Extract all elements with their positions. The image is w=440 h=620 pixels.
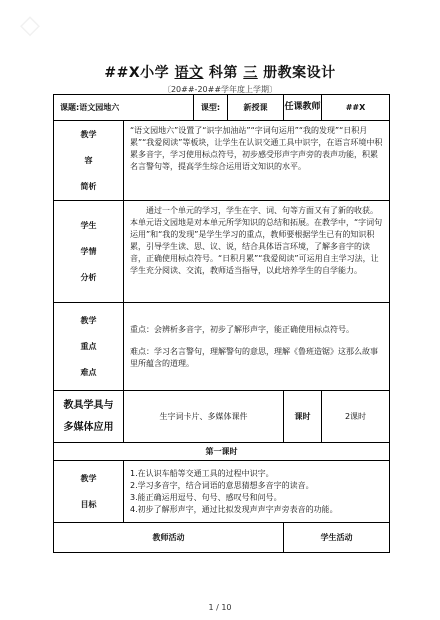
lesson-time-label: 课时 xyxy=(284,391,322,443)
tools-row xyxy=(54,391,390,443)
type-label: 课型: xyxy=(194,95,228,121)
watermark-1: ◇ xyxy=(20,10,40,40)
header-row xyxy=(54,95,390,121)
page-title: ##X小学 语文 科第 三 册教案设计 xyxy=(104,65,336,81)
content-brief-text: “语文园地六”设置了“识字加油站”“字词句运用”“我的发现”“日积月累”“我爱阅读”等板块，让学生在认识交通工具中识字，在语言环境中积累多音字，学习使用标点符号，初步感受形声字声旁的表声功能，积累名言警句等，提高学生综合运用语文知识的水平。 xyxy=(124,121,390,201)
tools-label: 教具学具与 多媒体应用 xyxy=(54,391,124,443)
teacher-label: 任课教师 xyxy=(284,95,322,121)
first-lesson-row xyxy=(54,443,390,461)
key-points-label: 教学 重点 难点 xyxy=(54,303,124,391)
goal-item: 4.初步了解形声字，通过比拟发现声声字声旁表音的功能。 xyxy=(130,504,338,514)
activities-header-row xyxy=(54,523,390,553)
term-line: 〔20##-20##学年度上学期〕 xyxy=(162,85,278,94)
type-value: 新授课 xyxy=(228,95,284,121)
lesson-plan-table xyxy=(53,94,390,553)
goals-label: 教学 目标 xyxy=(54,461,124,523)
key-points-row xyxy=(54,303,390,391)
student-activity-header: 学生活动 xyxy=(284,523,390,553)
first-lesson-title: 第一课时 xyxy=(54,443,390,461)
student-analysis-text: 通过一个单元的学习，学生在字、词、句等方面又有了新的收获。本单元语文园地是对本单元所学知识的总结和拓展。在教学中，“字词句运用”和“我的发现”是学生学习的重点，教师要根据学生已有的知识积累，引导学生读、思、议、说，结合具体语言环境，了解多音字的读音，正确使用标点符号。“日积月累”“我爱阅读”可运用自主学习法，让学生充分阅读、交流，教师适当指导，以此培养学生的自学能力。 xyxy=(124,201,390,303)
page-number: 1 / 10 xyxy=(208,603,232,612)
lesson-time-value: 2课时 xyxy=(322,391,390,443)
teacher-value: ##X xyxy=(322,95,390,121)
key-points-text: 重点：会辨析多音字，初步了解形声字，能正确使用标点符号。 难点：学习名言警句，理解警句的意思，理解《鲁班造锯》这那么故事里所蕴含的道理。 xyxy=(124,303,390,391)
goals-list xyxy=(124,461,390,523)
goal-item: 1.在认识车船等交通工具的过程中识字。 xyxy=(130,468,274,478)
goal-item: 2.学习多音字，结合词语的意思猜想多音字的读音。 xyxy=(130,480,314,490)
content-brief-label: 教学 容 简析 xyxy=(54,121,124,201)
student-analysis-label: 学生 学情 分析 xyxy=(54,201,124,303)
tools-value: 生字词卡片、多媒体课件 xyxy=(124,391,284,443)
student-analysis-row xyxy=(54,201,390,303)
topic-cell: 课题:语文园地六 xyxy=(54,95,194,121)
goals-row xyxy=(54,461,390,523)
teacher-activity-header: 教师活动 xyxy=(54,523,284,553)
goal-item: 3.能正确运用逗号、句号、感叹号和问号。 xyxy=(130,492,282,502)
content-brief-row xyxy=(54,121,390,201)
